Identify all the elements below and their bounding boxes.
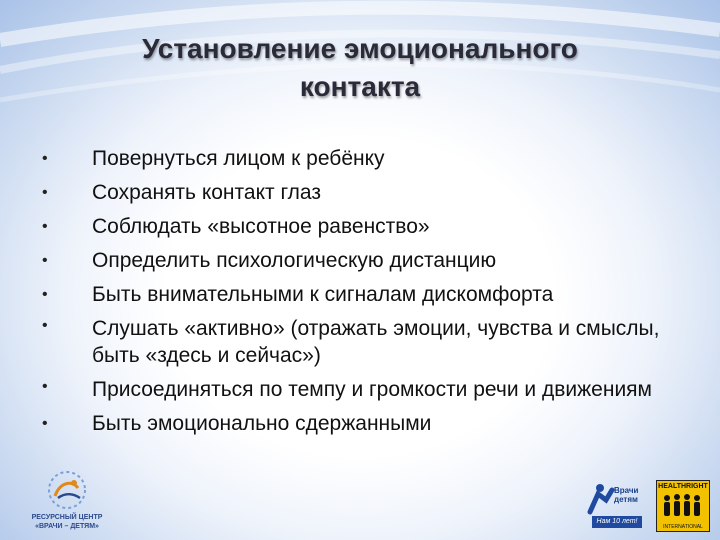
bullet-icon: • bbox=[42, 378, 48, 395]
list-item-text: Присоединяться по темпу и громкости речи и движениям bbox=[92, 378, 652, 401]
slide-title-line1: Установление эмоционального bbox=[142, 33, 578, 64]
healthright-logo bbox=[656, 480, 710, 532]
bullet-icon: • bbox=[42, 415, 48, 432]
bullet-icon: • bbox=[42, 317, 48, 334]
bullet-icon: • bbox=[42, 286, 48, 303]
bullet-icon: • bbox=[42, 218, 48, 235]
doctors-logo-text bbox=[614, 486, 638, 504]
list-item bbox=[0, 373, 720, 407]
resource-center-logo bbox=[22, 468, 112, 534]
doctors-figure-icon bbox=[586, 482, 616, 516]
list-item-text: Быть эмоционально сдержанными bbox=[92, 412, 432, 435]
list-item-text: Повернуться лицом к ребёнку bbox=[92, 147, 385, 170]
doctors-logo-line1: Врачи bbox=[614, 486, 639, 495]
bullet-icon: • bbox=[42, 150, 48, 167]
resource-center-emblem-icon bbox=[22, 468, 112, 512]
people-group-icon bbox=[657, 492, 709, 522]
bullet-list bbox=[0, 142, 720, 441]
list-item-text: Соблюдать «высотное равенство» bbox=[92, 215, 430, 238]
resource-center-caption-2: «ВРАЧИ – ДЕТЯМ» bbox=[35, 523, 99, 530]
list-item-text: Определить психологическую дистанцию bbox=[92, 249, 497, 272]
list-item-text: Сохранять контакт глаз bbox=[92, 181, 321, 204]
list-item bbox=[0, 278, 720, 312]
doctors-logo-line2: детям bbox=[614, 495, 638, 504]
bullet-icon: • bbox=[42, 184, 48, 201]
list-item bbox=[0, 244, 720, 278]
doctors-to-children-logo bbox=[586, 482, 644, 528]
list-item bbox=[0, 312, 720, 373]
healthright-footer: INTERNATIONAL bbox=[663, 524, 703, 530]
healthright-header: HEALTHRIGHT bbox=[658, 483, 708, 490]
list-item-text: Быть внимательными к сигналам дискомфорта bbox=[92, 283, 554, 306]
list-item bbox=[0, 210, 720, 244]
bullet-icon: • bbox=[42, 252, 48, 269]
slide-title-line2: контакта bbox=[299, 71, 421, 102]
list-item bbox=[0, 142, 720, 176]
list-item bbox=[0, 176, 720, 210]
slide-title bbox=[80, 30, 640, 106]
resource-center-caption-1: РЕСУРСНЫЙ ЦЕНТР bbox=[31, 514, 103, 521]
list-item bbox=[0, 407, 720, 441]
anniversary-banner: Нам 10 лет! bbox=[592, 516, 642, 528]
list-item-text: Слушать «активно» (отражать эмоции, чувства и смыслы, быть «здесь и сейчас») bbox=[92, 317, 660, 367]
